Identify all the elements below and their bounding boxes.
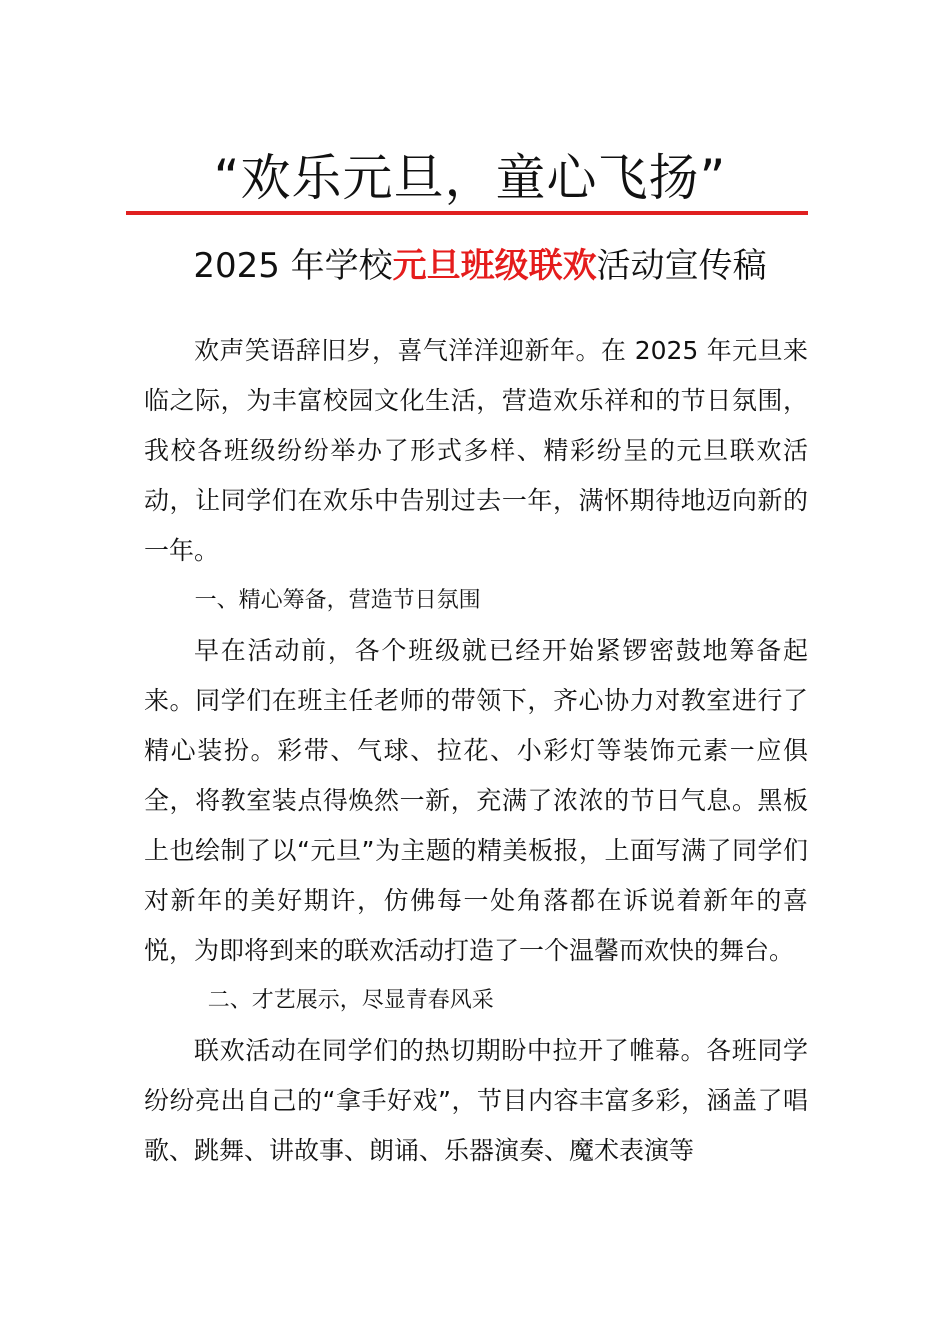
document-body xyxy=(144,326,808,1176)
document-title: “欢乐元旦，童心飞扬” xyxy=(213,149,727,207)
section-1-heading: 一、精心筹备，营造节日氛围 xyxy=(194,588,481,613)
section-2-paragraph: 联欢活动在同学们的热切期盼中拉开了帷幕。各班同学纷纷亮出自己的“拿手好戏”，节目内容丰富多彩，涵盖了唱歌、跳舞、讲故事、朗诵、乐器演奏、魔术表演等 xyxy=(144,1036,808,1165)
intro-paragraph: 欢声笑语辞旧岁，喜气洋洋迎新年。在 2025 年元旦来临之际，为丰富校园文化生活，营造欢乐祥和的节日氛围，我校各班级纷纷举办了形式多样、精彩纷呈的元旦联欢活动，让同学们在欢乐中告别过去一年，满怀期待地迈向新的一年。 xyxy=(144,336,808,565)
document-subtitle xyxy=(140,240,820,292)
subtitle-suffix: 活动宣传稿 xyxy=(596,246,767,286)
section-2-heading: 二、才艺展示，尽显青春风采 xyxy=(207,988,494,1013)
title-divider xyxy=(126,211,808,215)
subtitle-highlight: 元旦班级联欢 xyxy=(392,246,597,286)
section-1-paragraph: 早在活动前，各个班级就已经开始紧锣密鼓地筹备起来。同学们在班主任老师的带领下，齐心协力对教室进行了精心装扮。彩带、气球、拉花、小彩灯等装饰元素一应俱全，将教室装点得焕然一新，充满了浓浓的节日气息。黑板上也绘制了以“元旦”为主题的精美板报，上面写满了同学们对新年的美好期许，仿佛每一处角落都在诉说着新年的喜悦，为即将到来的联欢活动打造了一个温馨而欢快的舞台。 xyxy=(144,636,808,965)
subtitle-prefix: 2025 年学校 xyxy=(193,246,393,286)
